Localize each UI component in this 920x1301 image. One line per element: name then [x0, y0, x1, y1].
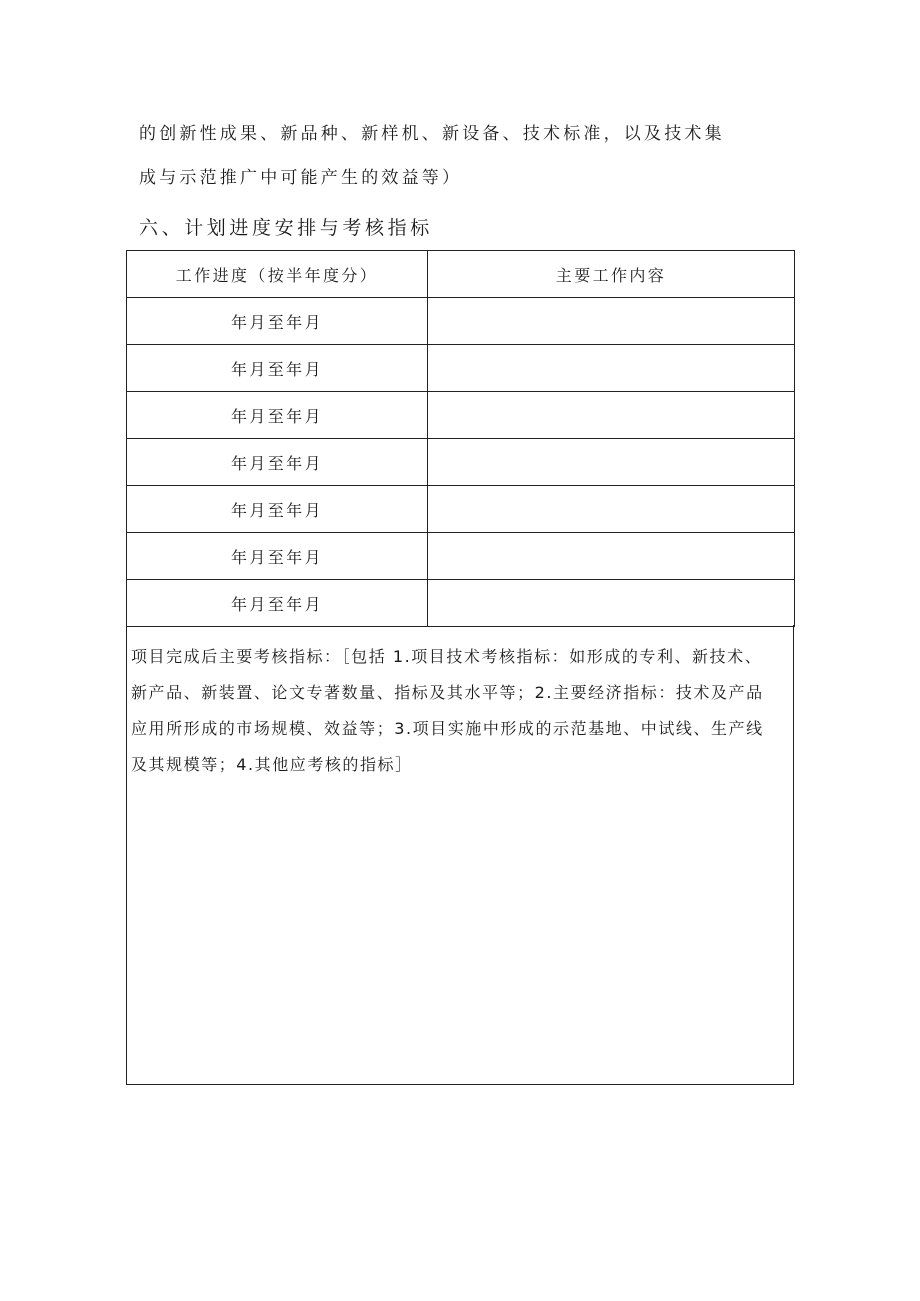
- indicators-box[interactable]: [126, 625, 794, 1085]
- intro-text-line-2: 成与示范推广中可能产生的效益等）: [139, 168, 463, 188]
- content-cell[interactable]: [428, 298, 795, 345]
- period-cell: 年月至年月: [127, 345, 428, 392]
- table-row: [127, 486, 795, 533]
- content-cell[interactable]: [428, 345, 795, 392]
- table-header-row: [127, 251, 795, 298]
- indicators-text: [131, 639, 791, 783]
- content-cell[interactable]: [428, 439, 795, 486]
- content-cell[interactable]: [428, 486, 795, 533]
- schedule-table: [126, 250, 795, 627]
- header-progress: 工作进度（按半年度分）: [127, 251, 428, 298]
- content-cell[interactable]: [428, 533, 795, 580]
- table-row: [127, 345, 795, 392]
- section-heading: 六、计划进度安排与考核指标: [139, 217, 433, 239]
- period-cell: 年月至年月: [127, 533, 428, 580]
- indicators-line-3: 应用所形成的市场规模、效益等；3.项目实施中形成的示范基地、中试线、生产线: [131, 719, 764, 738]
- period-cell: 年月至年月: [127, 486, 428, 533]
- content-cell[interactable]: [428, 580, 795, 627]
- intro-text-line-1: 的创新性成果、新品种、新样机、新设备、技术标准，以及技术集: [139, 124, 725, 144]
- table-row: [127, 580, 795, 627]
- indicators-line-2: 新产品、新装置、论文专著数量、指标及其水平等；2.主要经济指标：技术及产品: [131, 683, 764, 702]
- period-cell: 年月至年月: [127, 298, 428, 345]
- period-cell: 年月至年月: [127, 580, 428, 627]
- period-cell: 年月至年月: [127, 439, 428, 486]
- content-cell[interactable]: [428, 392, 795, 439]
- table-row: [127, 533, 795, 580]
- table-row: [127, 439, 795, 486]
- indicators-line-4: 及其规模等；4.其他应考核的指标］: [131, 755, 413, 774]
- table-row: [127, 298, 795, 345]
- table-row: [127, 392, 795, 439]
- period-cell: 年月至年月: [127, 392, 428, 439]
- indicators-line-1: 项目完成后主要考核指标：［包括 1.项目技术考核指标：如形成的专利、新技术、: [131, 647, 763, 666]
- header-content: 主要工作内容: [428, 251, 795, 298]
